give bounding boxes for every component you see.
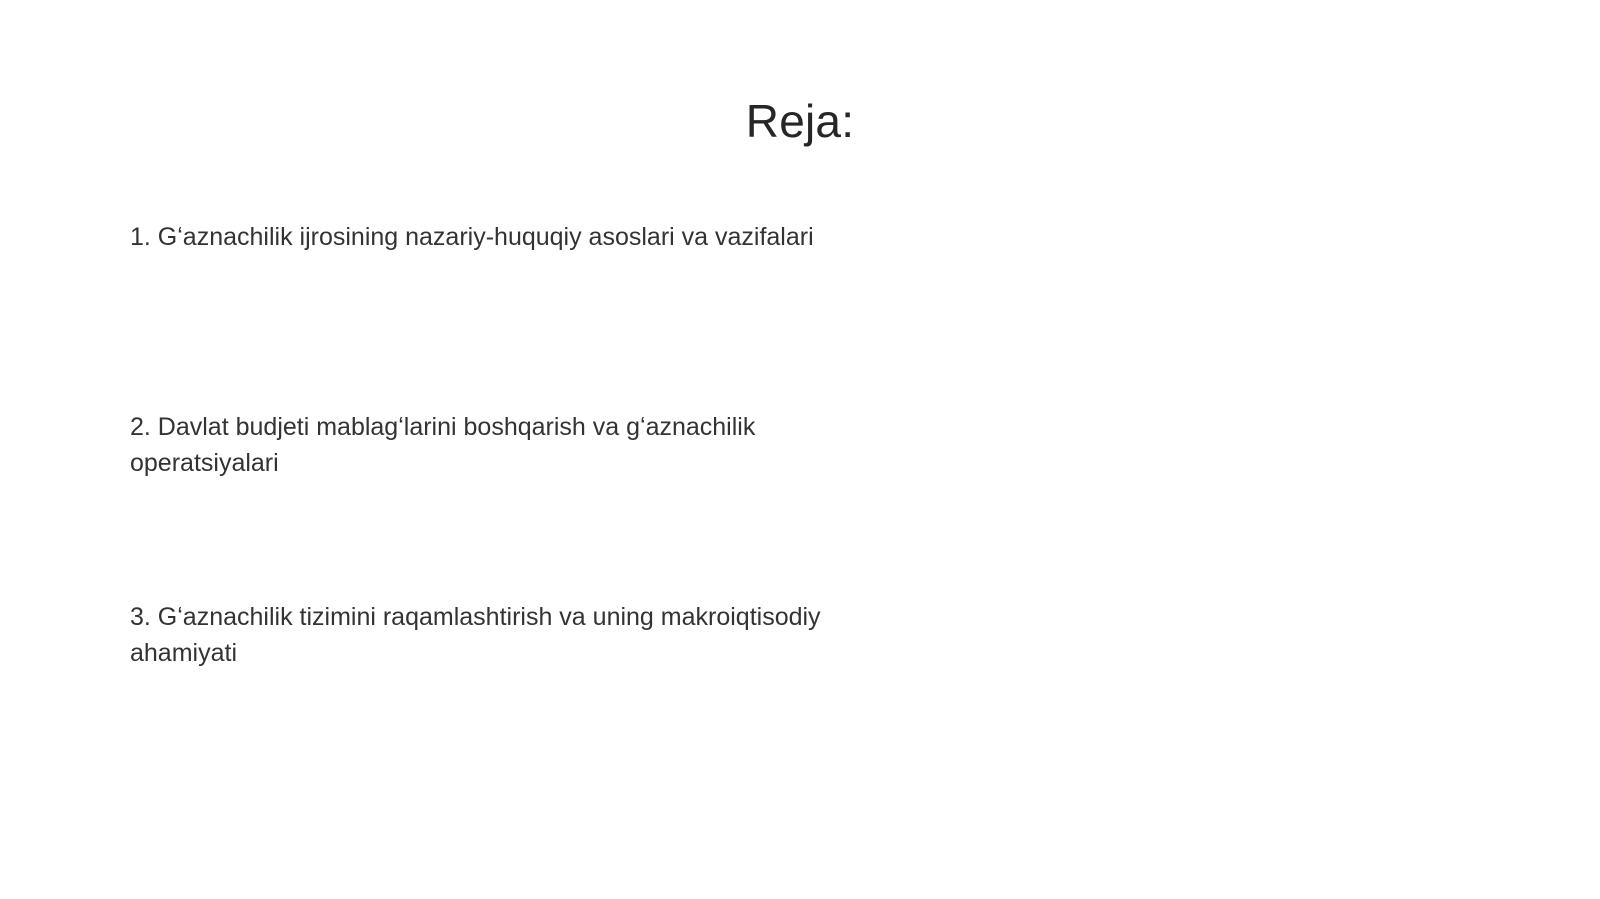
plan-item-2: 2. Davlat budjeti mablagʻlarini boshqarish va gʻaznachilik operatsiyalari (130, 413, 756, 477)
slide-title: Reja: (745, 94, 855, 147)
plan-item-1: 1. Gʻaznachilik ijrosining nazariy-huquqiy asoslari va vazifalari (130, 223, 814, 251)
plan-item-3: 3. Gʻaznachilik tizimini raqamlashtirish va uning makroiqtisodiy ahamiyati (130, 603, 821, 667)
